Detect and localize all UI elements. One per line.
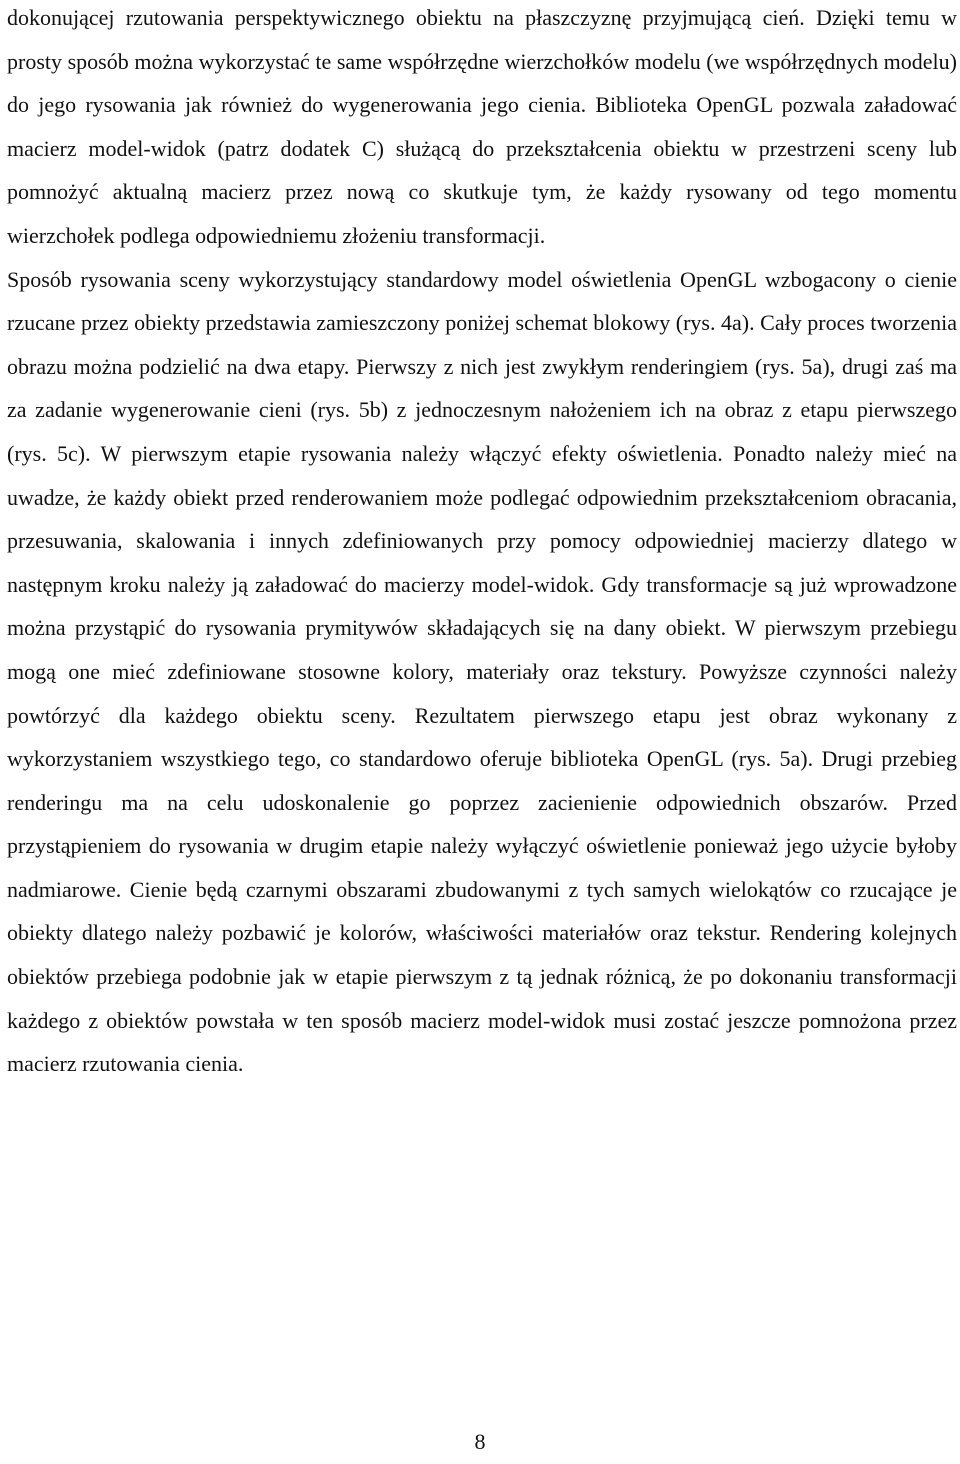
paragraph-2: Sposób rysowania sceny wykorzystujący standardowy model oświetlenia OpenGL wzbogacony o cienie rzucane przez obiekty przedstawia zamieszczony poniżej schemat blokowy (rys. 4a). Cały proces tworzenia obrazu można podzielić na dwa etapy. Pierwszy z nich jest zwykłym renderingiem (rys. 5a), drugi zaś ma za zadanie wygenerowanie cieni (rys. 5b) z jednoczesnym nałożeniem ich na obraz z etapu pierwszego (rys. 5c). W pierwszym etapie rysowania należy włączyć efekty oświetlenia. Ponadto należy mieć na uwadze, że każdy obiekt przed renderowaniem może podlegać odpowiednim przekształceniom obracania, przesuwania, skalowania i innych zdefiniowanych przy pomocy odpowiedniej macierzy dlatego w następnym kroku należy ją załadować do macierzy model-widok. Gdy transformacje są już wprowadzone można przystąpić do rysowania prymitywów składających się na dany obiekt. W pierwszym przebiegu mogą one mieć zdefiniowane stosowne kolory, materiały oraz tekstury. Powyższe czynności należy powtórzyć dla każdego obiektu sceny. Rezultatem pierwszego etapu jest obraz wykonany z wykorzystaniem wszystkiego tego, co standardowo oferuje biblioteka OpenGL (rys. 5a). Drugi przebieg renderingu ma na celu udoskonalenie go poprzez zacienienie odpowiednich obszarów. Przed przystąpieniem do rysowania w drugim etapie należy wyłączyć oświetlenie ponieważ jego użycie byłoby nadmiarowe. Cienie będą czarnymi obszarami zbudowanymi z tych samych wielokątów co rzucające je obiekty dlatego należy pozbawić je kolorów, właściwości materiałów oraz tekstur. Rendering kolejnych obiektów przebiega podobnie jak w etapie pierwszym z tą jednak różnicą, że po dokonaniu transformacji każdego z obiektów powstała w ten sposób macierz model-widok musi zostać jeszcze pomnożona przez macierz rzutowania cienia. <box>7 266 957 1077</box>
paragraph-1: dokonującej rzutowania perspektywicznego obiektu na płaszczyznę przyjmującą cień. Dzięki temu w prosty sposób można wykorzystać te same współrzędne wierzchołków modelu (we współrzędnych modelu) do jego rysowania jak również do wygenerowania jego cienia. Biblioteka OpenGL pozwala załadować macierz model-widok (patrz dodatek C) służącą do przekształcenia obiektu w przestrzeni sceny lub pomnożyć aktualną macierz przez nową co skutkuje tym, że każdy rysowany od tego momentu wierzchołek podlega odpowiedniemu złożeniu transformacji. <box>7 5 957 248</box>
page-number: 8 <box>474 1429 486 1454</box>
body-text <box>7 0 957 1086</box>
